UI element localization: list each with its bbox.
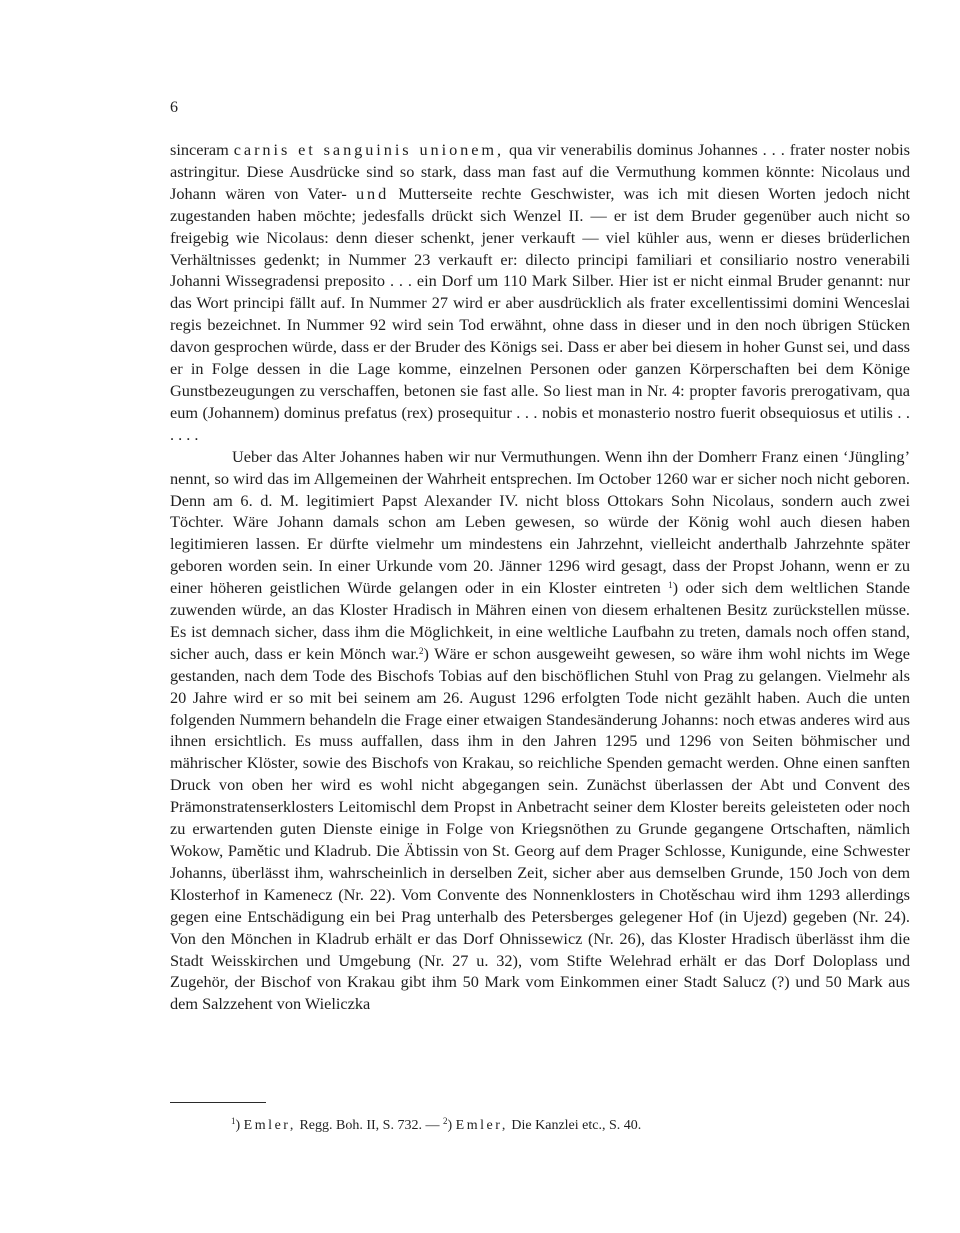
footnote-author: Emler, xyxy=(455,1118,508,1133)
footnote-text: Regg. Boh. II, S. 732. — xyxy=(295,1118,443,1133)
text-run: Ueber das Alter Johannes haben wir nur Vermuthungen. Wenn ihn der Domherr Franz einen ‘Jüngling’ nennt, so wird das im Allgemeinen der Wahrheit entsprechen. Im October 1260 war er sicher noch nicht geboren. Denn am 6. d. M. legitimiert Papst Alexander IV. nicht bloss Ottokars Sohn Nicolaus, sondern auch zwei Töchter. Wäre Johann damals schon am Leben gewesen, so würde der König wohl auch diesen haben legitimieren lassen. Er dürfte vielmehr um mindestens ein Jahrzehnt, vielleicht anderthalb Jahrzehnte später geboren worden sein. In einer Urkunde vom 20. Jänner 1296 wird gesagt, dass der Propst Johann, wenn er zu einer höheren geistlichen Würde gelangen oder in ein Kloster eintreten xyxy=(170,446,910,598)
footnote-reference: 2 xyxy=(418,645,424,656)
text-run: sinceram xyxy=(170,140,234,159)
text-run: qua vir venerabilis dominus Johannes . . . frater noster nobis astringitur. Diese Ausdrücke sind so stark, dass man fast auf die Vermuthung kommen könnte: Nicolaus und Johann wären von Vater- xyxy=(170,140,911,203)
footnotes: $^1$) Emler, Regg. Boh. II, S. 732. — $^2$) Emler, Die Kanzlei etc., S. 40. xyxy=(231,1116,642,1133)
paragraph xyxy=(170,139,910,446)
footnote-text: Die Kanzlei etc., S. 40. xyxy=(507,1118,642,1133)
text-run: ) oder sich dem weltlichen Stande zuwenden würde, an das Kloster Hradisch in Mähren einen von diesem erhaltenen Besitz zurückstellen müsse. Es ist demnach sicher, dass ihm die Möglichkeit, in eine weltliche Laufbahn zu treten, damals noch offen stand, sicher auch, dass er kein Mönch war. xyxy=(170,578,911,663)
text-run: ) Wäre er schon ausgeweiht gewesen, so wäre ihm wohl nichts im Wege gestanden, nach dem Tode des Bischofs Tobias auf den bischöflichen Stuhl von Prag zu gelangen. Vielmehr als 20 Jahre wird er so mit bei seinem am 26. August 1296 erfolgten Tode nicht gezählt haben. Auch die unten folgenden Nummern behandeln die Frage einer etwaigen Standesänderung Johanns: noch etwas anderes wird aus ihnen ersichtlich. Es muss auffallen, dass ihm in den Jahren 1295 und 1296 von Seiten böhmischer und mährischer Klöster, sowie des Bischofs von Krakau, so reichliche Spenden gemacht werden. Ohne einen sanften Druck von oben her wird es wohl nicht abgegangen sein. Zunächst überlassen der Abt und Convent des Prämonstratenserklosters Leitomischl dem Propst in Anbetracht seiner dem Kloster bereits geleisteten oder noch zu erwartenden guten Dienste einige in Folge von Kriegsnöthen zu Grunde gegangene Ortschaften, nämlich Wokow, Pamětic und Kladrub. Die Äbtissin von St. Georg auf dem Prager Schlosse, Kunigunde, eine Schwester Johanns, überlässt ihm, wahrscheinlich in derselben Zeit, sicher aber aus demselben Grunde, 150 Joch von dem Klosterhof in Kamenecz (Nr. 22). Vom Convente des Nonnenklosters in Chotěschau wird ihm 1293 allerdings gegen eine Entschädigung ein bei Prag unterhalb des Petersberges gelegener Hof (in Ujezd) gegeben (Nr. 24). Von den Mönchen in Kladrub erhält er das Dorf Ohnissewicz (Nr. 26), das Kloster Hradisch überlässt ihm die Stadt Weisskirchen und Umgebung (Nr. 27 u. 32), vom Stifte Welehrad erhält er das Dorf Doloplass und Zugehör, der Bischof von Krakau gibt ihm 50 Mark vom Einkommen einer Stadt Salucz (?) und 50 Mark aus dem Salzzehent von Wieliczka xyxy=(170,643,910,1014)
spaced-text: carnis et sanguinis unionem, xyxy=(233,140,504,159)
footnote-marker: 1 xyxy=(231,1116,236,1126)
paragraph xyxy=(170,446,910,1016)
spaced-text: und xyxy=(355,183,390,203)
footnote-marker: 2 xyxy=(442,1116,448,1126)
footnote-reference: 1 xyxy=(668,580,673,591)
text-run: Mutterseite rechte Geschwister, was ich mit diesen Worten jedoch nicht zugestanden haben möchte; jedesfalls drückt sich Wenzel II. — er ist dem Bruder gegenüber auch nicht so freigebig wie Nicolaus: denn dieser schenkt, jener verkauft — viel kühler aus, wenn er dieses brüderlichen Verhältnisses gedenkt; in Nummer 23 verkauft er: dilecto principi familiari et consiliario nostro venerabili Johanni Wissegradensi preposito . . . ein Dorf um 110 Mark Silber. Hier ist er nicht einmal Bruder genannt: nur das Wort principi fällt auf. In Nummer 27 wird er aber ausdrücklich als frater excellentissimi domini Wenceslai regis bezeichnet. In Nummer 92 wird sein Tod erwähnt, ohne dass in dieser und in den noch übrigen Stücken davon gesprochen würde, dass er der Bruder des Königs sei. Dass er aber bei diesem in hoher Gunst sei, und dass er in Folge dessen in die Lage komme, einzelnen Personen oder ganzen Körperschaften bei dem Könige Gunstbezeugungen zu verschaffen, betonen sie fast alle. So liest man in Nr. 4: propter favoris prerogativam, qua eum (Johannem) dominus prefatus (rex) prosequitur . . . nobis et monasterio nostro fuerit obsequiosus et utilis . . . . . . xyxy=(170,183,910,444)
footnote-author: Emler, xyxy=(243,1118,296,1133)
footnote-divider xyxy=(170,1102,266,1103)
page-number: 6 xyxy=(170,99,178,116)
body-text xyxy=(170,139,910,1015)
